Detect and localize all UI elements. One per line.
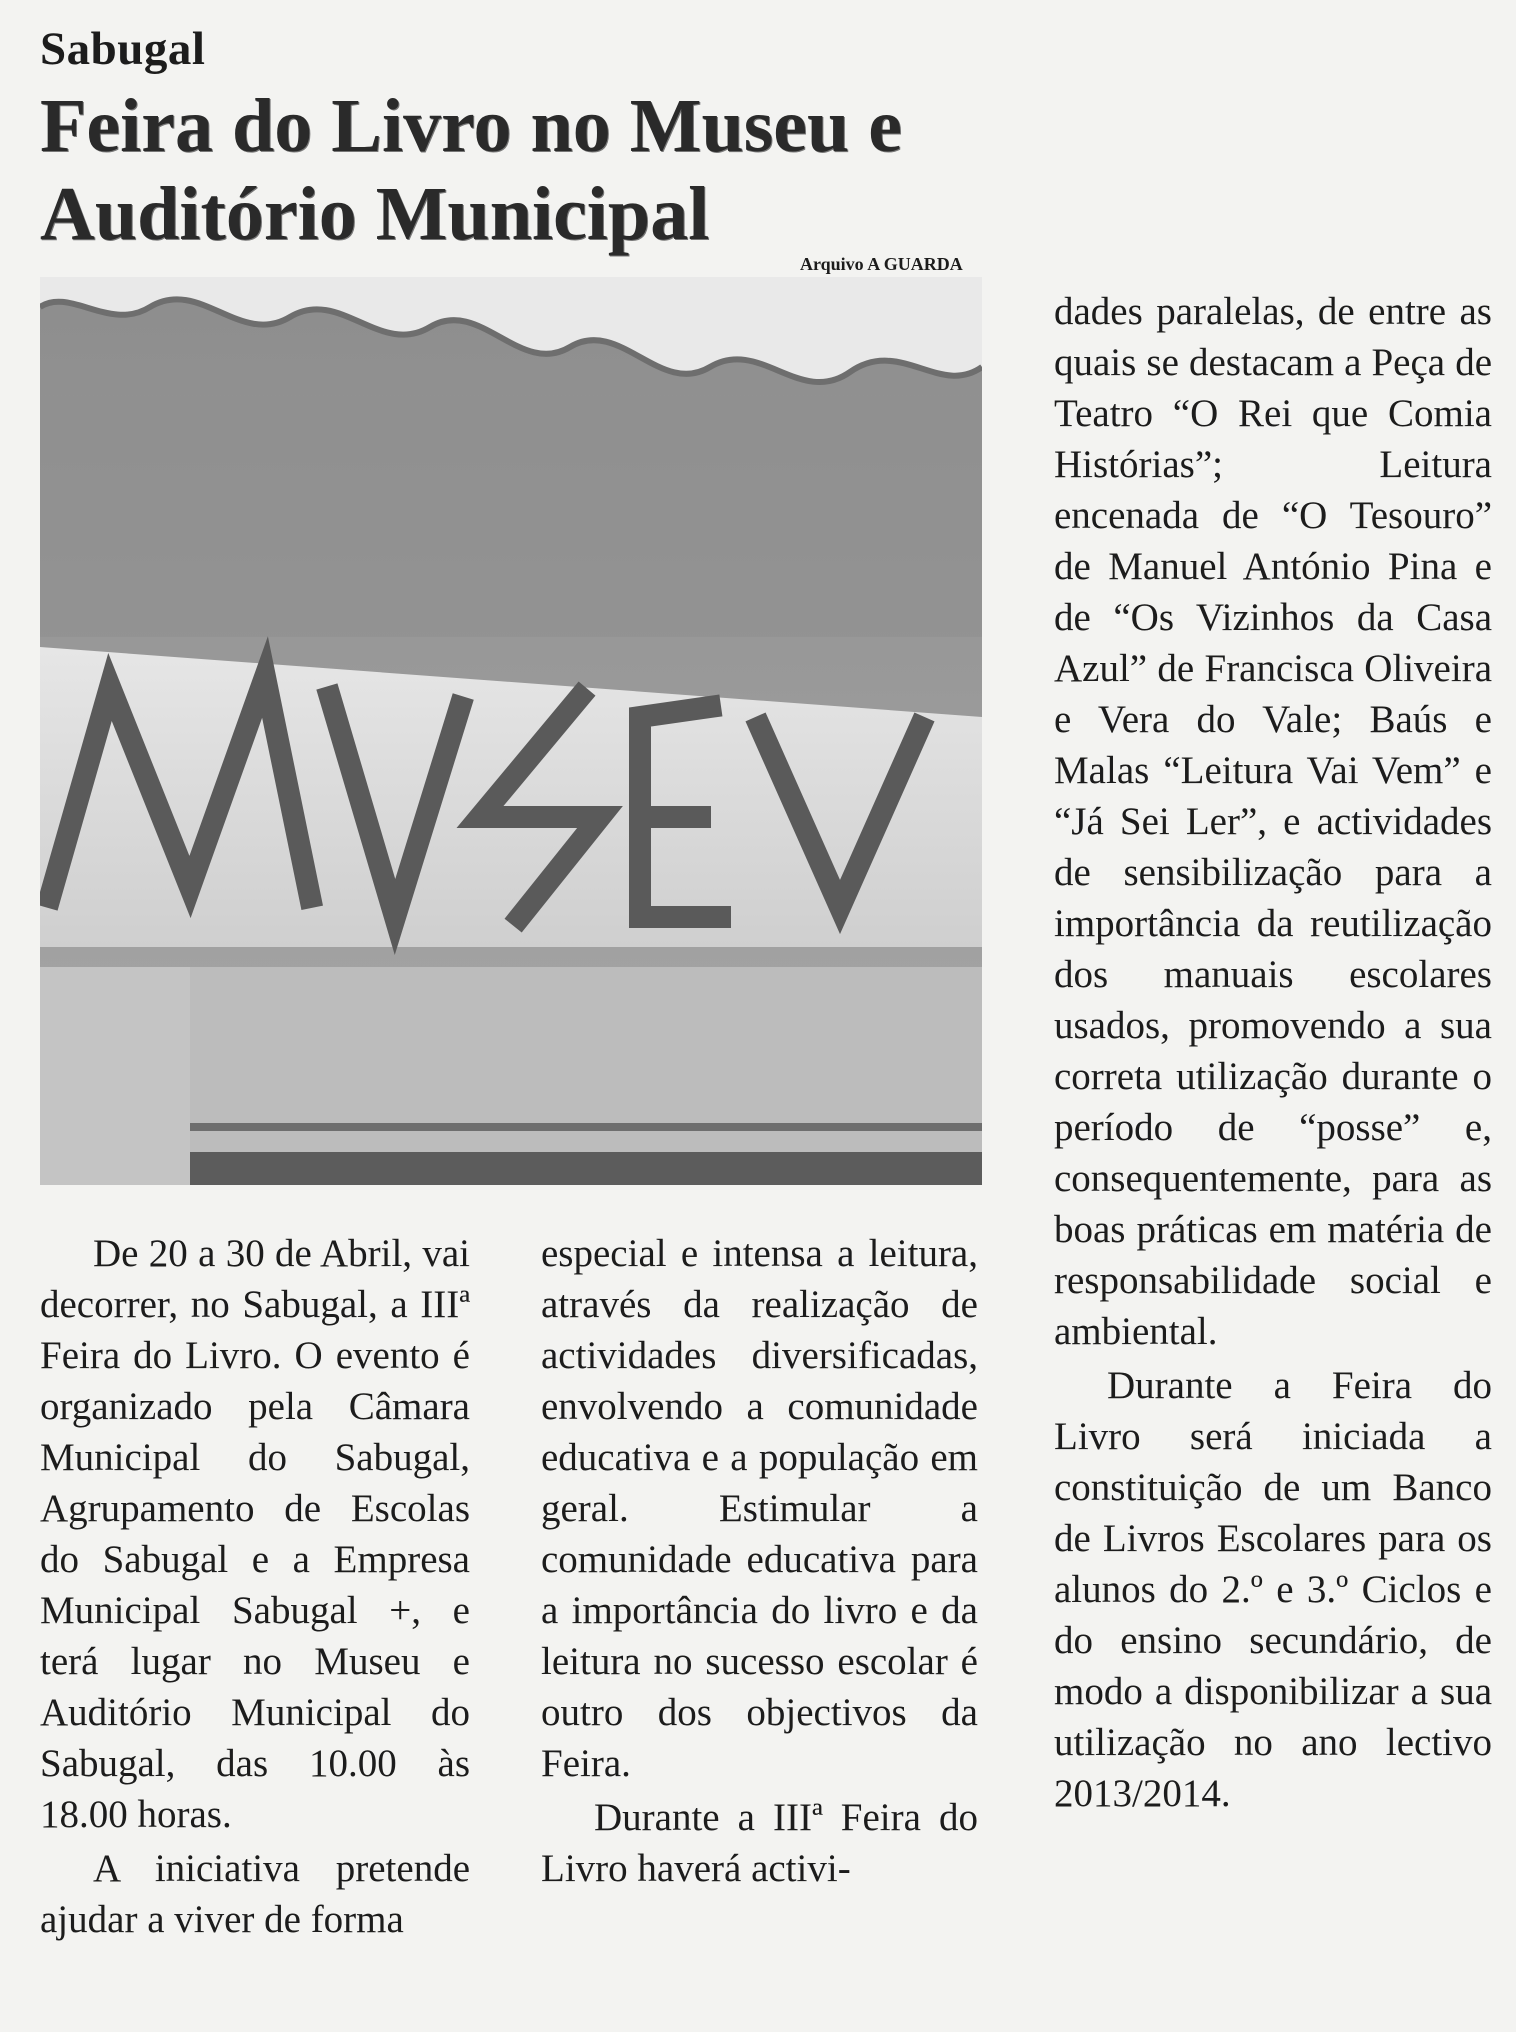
paragraph: Durante a IIIª Feira do Livro haverá activi- (541, 1796, 978, 1890)
paragraph: De 20 a 30 de Abril, vai decorrer, no Sabugal, a IIIª Feira do Livro. O evento é organizado pela Câmara Municipal do Sabugal, Agrupamento de Escolas do Sabugal e a Empresa Municipal Sabugal +, e terá lugar no Museu e Auditório Municipal do Sabugal, das 10.00 às 18.00 horas. (40, 1232, 470, 1836)
paragraph: especial e intensa a leitura, através da realização de actividades diversificadas, envolvendo a comunidade educativa e a população em geral. Estimular a comunidade educativa para a importância do livro e da leitura no sucesso escolar é outro dos objectivos da Feira. (541, 1232, 978, 1785)
photo-credit: Arquivo A GUARDA (800, 254, 963, 274)
article-column-3 (1054, 286, 1492, 1819)
article-column-1 (40, 1228, 470, 1945)
paragraph: dades paralelas, de entre as quais se destacam a Peça de Teatro “O Rei que Comia Histórias”; Leitura encenada de “O Tesouro” de Manuel António Pina e de “Os Vizinhos da Casa Azul” de Francisca Oliveira e Vera do Vale; Baús e Malas “Leitura Vai Vem” e “Já Sei Ler”, e actividades de sensibilização para a importância da reutilização dos manuais escolares usados, promovendo a sua correta utilização durante o período de “posse” e, consequentemente, para as boas práticas em matéria de responsabilidade social e ambiental. (1054, 290, 1492, 1353)
article-headline: Feira do Livro no Museu e Auditório Municipal (40, 84, 903, 256)
museum-sign-illustration (40, 277, 982, 1185)
article-photo (40, 277, 982, 1185)
article-column-2 (541, 1228, 978, 1894)
paragraph: Durante a Feira do Livro será iniciada a constituição de um Banco de Livros Escolares para os alunos do 2.º e 3.º Ciclos e do ensino secundário, de modo a disponibilizar a sua utilização no ano lectivo 2013/2014. (1054, 1364, 1492, 1815)
section-label: Sabugal (40, 23, 206, 75)
paragraph: A iniciativa pretende ajudar a viver de forma (40, 1847, 470, 1941)
